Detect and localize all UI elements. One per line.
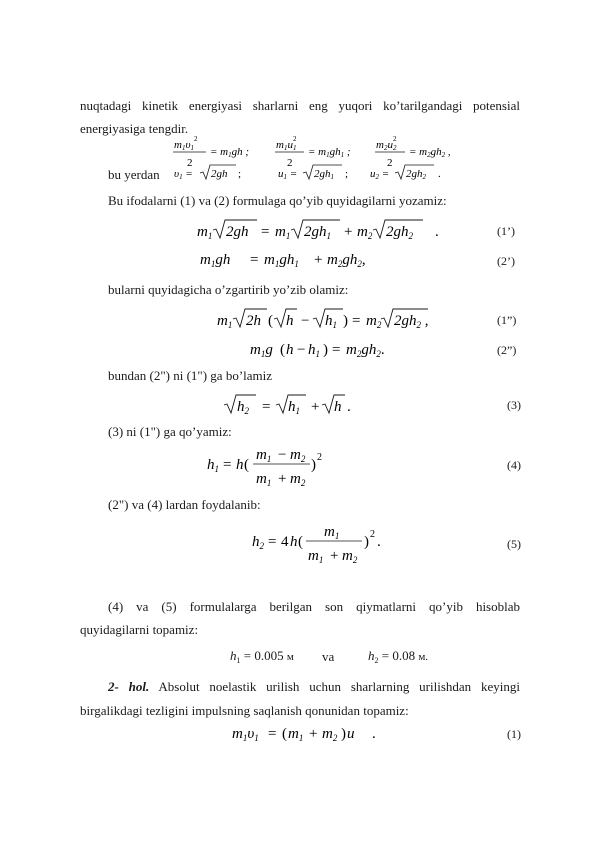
svg-text:2: 2 (287, 157, 293, 169)
svg-text:m1υ1: $m_1\upsilon_1$ (232, 726, 259, 743)
equation-5 (250, 518, 390, 568)
svg-text:m2: $m_2$ (290, 447, 306, 464)
result-h1: $h_1 = 0.005$ м (230, 648, 294, 665)
svg-text:.: . (438, 168, 441, 180)
svg-text:m1: $m_1$ (308, 548, 324, 565)
equation-number: (2”) (497, 343, 517, 357)
svg-text:h1: $h_1$ (308, 342, 320, 359)
result-h2: $h_2 = 0.08$ м. (368, 648, 429, 665)
svg-text:=: = (262, 399, 271, 415)
svg-text:m1: $m_1$ (197, 224, 213, 241)
svg-text:=: = (250, 252, 259, 268)
paragraph-line: (4) va (5) formulalarga berilgan son qiymatlarni qo’yib hisoblab (108, 599, 520, 614)
svg-text:2: 2 (393, 135, 397, 143)
equation-number: (4) (507, 458, 521, 472)
svg-text:m1u1: m1u1 (276, 139, 297, 152)
svg-text:2gh2 ,: $2gh_2$ , (394, 313, 429, 330)
svg-text:h1: $h_1$ (325, 313, 337, 330)
svg-text:2gh2: $2gh_2$ (386, 224, 413, 241)
equation-1-prime (195, 214, 445, 244)
svg-text:2: 2 (194, 135, 198, 143)
svg-text:.: . (435, 224, 439, 240)
svg-text:2gh: 2gh (226, 224, 249, 240)
svg-text:m1: $m_1$ (288, 726, 304, 743)
svg-text:−: − (301, 313, 310, 329)
svg-text:h: h (334, 399, 342, 415)
svg-text:;: ; (345, 168, 349, 180)
svg-text:h2: $h_2$ (252, 534, 264, 551)
svg-text:=: = (268, 726, 277, 742)
svg-text:m1g: $m_1g$ (250, 342, 273, 359)
svg-text:= m1gh1 ;: = m1gh1 ; (308, 146, 351, 159)
paragraph-line: birgalikdagi tezligini impulsning saqlanish qonunidan topamiz: (80, 703, 409, 718)
equation-number: (1’) (497, 224, 515, 238)
svg-text:2: 2 (187, 157, 193, 169)
paragraph-text: Absolut noelastik urilish uchun sharlarning urilishdan keyingi (149, 679, 520, 694)
paragraph-line: quyidagilarni topamiz: (80, 622, 199, 637)
svg-text:.: . (372, 726, 376, 742)
svg-text:): ) (343, 313, 348, 329)
svg-text:+: + (330, 548, 339, 564)
svg-text:2h: 2h (246, 313, 261, 329)
svg-text:2: 2 (370, 529, 375, 540)
svg-text:m1gh: $m_1gh$ (200, 252, 231, 269)
svg-text:2gh1: $2gh_1$ (304, 224, 331, 241)
svg-text:m2gh2,: $m_2gh_2$, (327, 252, 366, 269)
svg-text:m1: $m_1$ (217, 313, 233, 330)
svg-text:m2: $m_2$ (342, 548, 358, 565)
svg-text:u2 =: u2 = (370, 168, 390, 181)
svg-text:+: + (278, 471, 287, 487)
equation-number: (2’) (497, 254, 515, 268)
svg-text:−: − (297, 342, 306, 358)
paragraph-line: bu yerdan (108, 167, 160, 182)
svg-text:(: ( (298, 534, 303, 550)
svg-text:;: ; (238, 168, 242, 180)
velocity-equations (170, 160, 450, 184)
equation-3 (222, 389, 362, 419)
svg-text:): ) (311, 457, 316, 473)
paragraph-line (80, 679, 520, 695)
svg-text:m2u2: m2u2 (376, 139, 397, 152)
svg-text:(: ( (268, 313, 273, 329)
svg-text:+: + (314, 252, 323, 268)
svg-text:m1: $m_1$ (324, 524, 340, 541)
svg-text:m1gh1: $m_1gh_1$ (264, 252, 299, 269)
svg-text:υ1 =: υ1 = (174, 168, 193, 181)
equation-2-prime (198, 246, 398, 272)
paragraph-line: bularni quyidagicha o’zgartirib yo’zib olamiz: (108, 282, 349, 297)
svg-text:m1: $m_1$ (275, 224, 291, 241)
svg-text:=: = (261, 224, 270, 240)
svg-text:2gh: 2gh (211, 168, 228, 180)
svg-text:= m1gh ;: = m1gh ; (210, 146, 250, 159)
equation-momentum (230, 720, 390, 746)
svg-text:h1: $h_1$ (207, 457, 219, 474)
svg-text:m2gh2.: $m_2gh_2$. (346, 342, 385, 359)
svg-text:(: ( (244, 457, 249, 473)
conjunction-text: va (322, 649, 335, 664)
paragraph-line: nuqtadagi kinetik energiyasi sharlarni eng yuqori ko’tarilgandagi potensial (80, 98, 520, 113)
svg-text:.: . (347, 399, 351, 415)
equation-2-double-prime (248, 336, 408, 362)
svg-text:(: ( (280, 342, 285, 358)
paragraph-line: energiyasiga tengdir. (80, 121, 189, 136)
svg-text:h1: $h_1$ (288, 399, 300, 416)
paragraph-line: (2") va (4) lardan foydalanib: (108, 497, 261, 512)
svg-text:m2: $m_2$ (366, 313, 382, 330)
svg-text:m1: $m_1$ (256, 447, 272, 464)
svg-text:2: 2 (387, 157, 393, 169)
svg-text:.: . (377, 534, 381, 550)
equation-number: (3) (507, 398, 521, 412)
svg-text:2gh1: 2gh1 (314, 168, 334, 181)
svg-text:h: h (236, 457, 244, 473)
svg-text:h2: $h_2$ (237, 399, 249, 416)
svg-text:m2: $m_2$ (357, 224, 373, 241)
svg-text:=: = (352, 313, 361, 329)
equation-4 (205, 442, 335, 490)
svg-text:=: = (268, 534, 277, 550)
svg-text:+: + (309, 726, 318, 742)
svg-text:h: h (286, 313, 294, 329)
paragraph-line: Bu ifodalarni (1) va (2) formulaga qo’yib quyidagilarni yozamiz: (108, 193, 447, 208)
equation-number: (1) (507, 727, 521, 741)
svg-text:= m2gh2 ,: = m2gh2 , (409, 146, 451, 159)
paragraph-line: bundan (2") ni (1") ga bo’lamiz (108, 368, 273, 383)
svg-text:): ) (341, 726, 346, 742)
svg-text:h: h (286, 342, 294, 358)
equation-1-double-prime (215, 303, 435, 333)
svg-text:(: ( (282, 726, 287, 742)
svg-text:m1: $m_1$ (256, 471, 272, 488)
svg-text:): ) (323, 342, 328, 358)
section-heading: 2- hol. (108, 679, 150, 694)
svg-text:u1 =: u1 = (278, 168, 298, 181)
svg-text:=: = (223, 457, 232, 473)
svg-text:2: 2 (317, 452, 322, 463)
svg-text:2gh2: 2gh2 (406, 168, 426, 181)
svg-text:m2: $m_2$ (290, 471, 306, 488)
svg-text:2: 2 (293, 135, 297, 143)
svg-text:): ) (364, 534, 369, 550)
equation-number: (5) (507, 537, 521, 551)
svg-text:m2: $m_2$ (322, 726, 338, 743)
paragraph-line: (3) ni (1") ga qo’yamiz: (108, 424, 232, 439)
equation-number: (1”) (497, 313, 517, 327)
svg-text:u: u (347, 726, 355, 742)
svg-text:4: 4 (281, 534, 289, 550)
svg-text:h: h (290, 534, 298, 550)
svg-text:=: = (332, 342, 341, 358)
svg-text:−: − (278, 447, 287, 463)
svg-text:+: + (344, 224, 353, 240)
svg-text:m1υ1: m1υ1 (174, 139, 195, 152)
svg-text:+: + (311, 399, 320, 415)
